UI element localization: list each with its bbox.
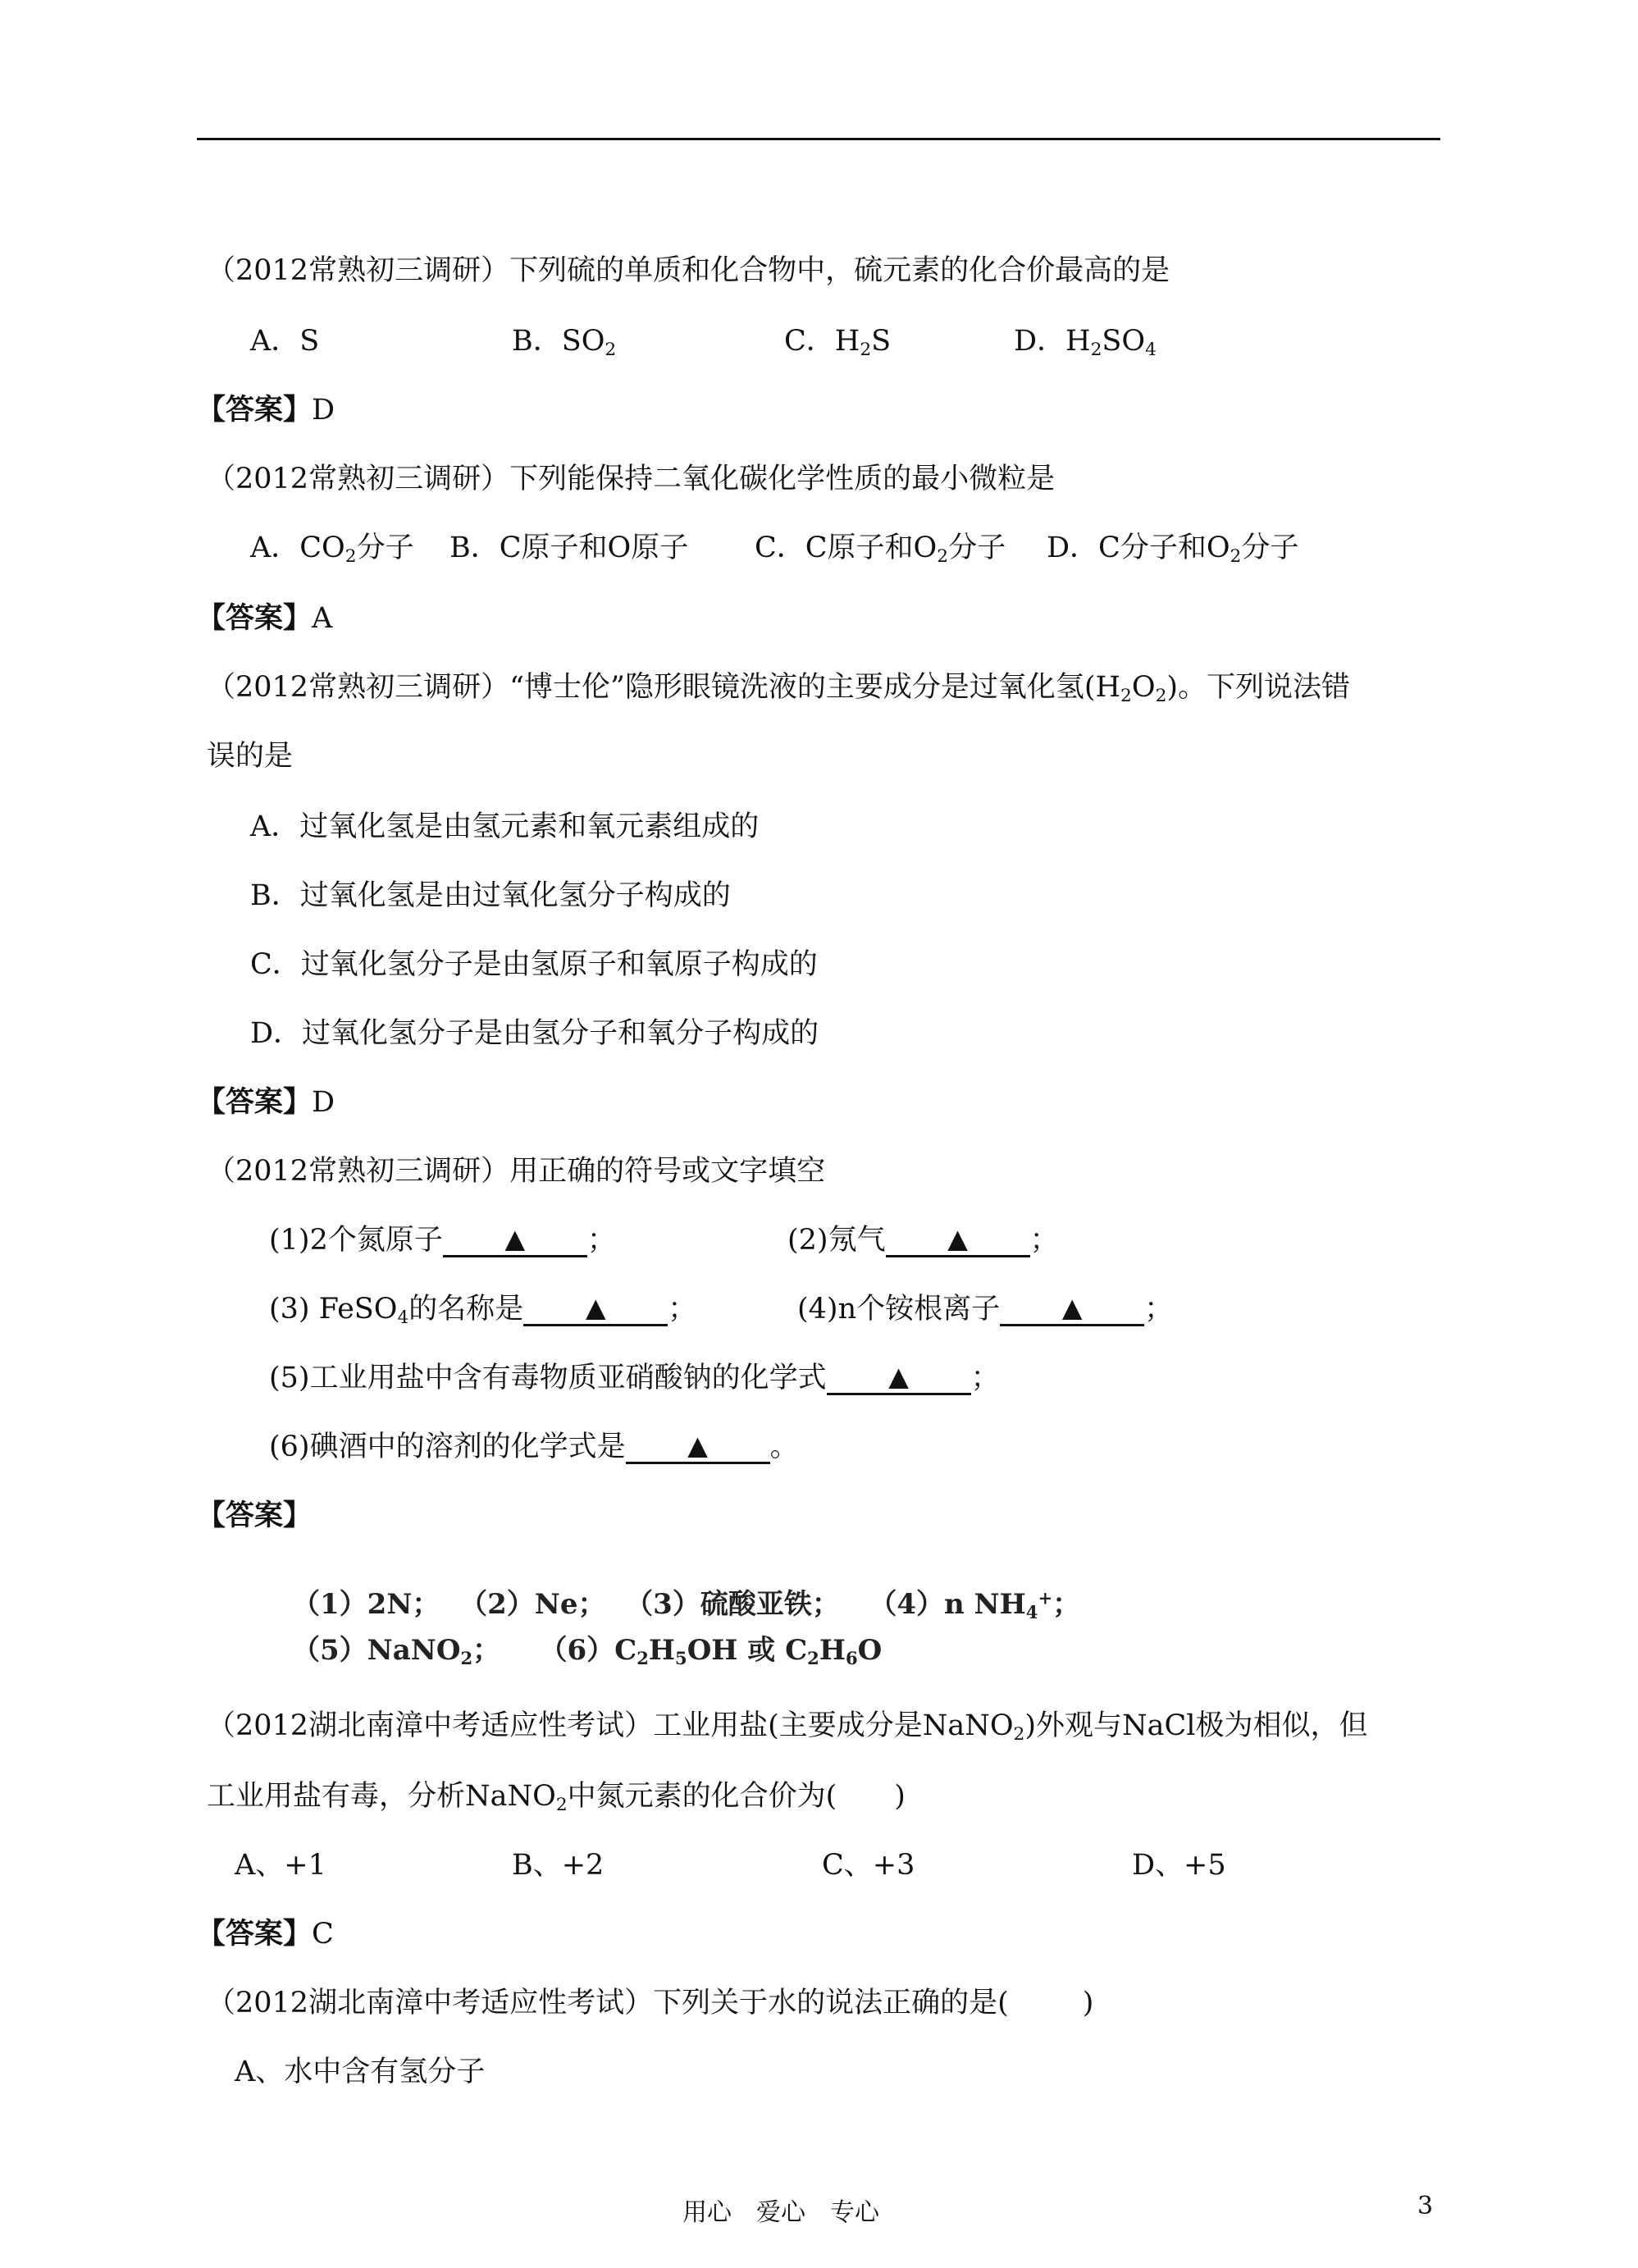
answer-blank: ▲: [886, 1222, 1030, 1257]
q5-option-c: C、+3: [822, 1849, 915, 1882]
answer-blank: ▲: [626, 1429, 770, 1464]
q1-option-a: A．S: [250, 325, 320, 358]
q2-option-a: A．$CO_2$分子: [250, 532, 414, 568]
answer-blank: ▲: [523, 1291, 668, 1326]
header-rule: [197, 138, 1440, 140]
q1-option-d: D．$H_2SO_4$: [1014, 325, 1157, 361]
q4-item-5: (5)工业用盐中含有毒物质亚硝酸钠的化学式 ▲ ；: [269, 1361, 1000, 1394]
q6-option-a: A、水中含有氢分子: [235, 2056, 486, 2088]
q5-answer: 【答案】C: [197, 1918, 334, 1951]
q4-item-2: (2)氖气 ▲ ；: [787, 1223, 1059, 1257]
q1-answer: 【答案】D: [197, 394, 335, 427]
q5-option-b: B、+2: [512, 1849, 605, 1882]
answer-blank: ▲: [443, 1222, 587, 1257]
q3-option-c: C．过氧化氢分子是由氢原子和氧原子构成的: [250, 948, 818, 981]
q3-answer: 【答案】D: [197, 1086, 335, 1119]
q4-answer-line2: （5）NaNO$_2$； $(6)C_2H_5OH$ 或 $C_2H_6O$: [292, 1634, 883, 1668]
q3-option-d: D．过氧化氢分子是由氢分子和氧分子构成的: [250, 1017, 819, 1050]
q4-item-6: (6)碘酒中的溶剂的化学式是 ▲ 。: [269, 1430, 799, 1463]
q5-stem-line1: （2012湖北南漳中考适应性考试）工业用盐(主要成分是NaNO$_2$)外观与NaCl极为相似，但: [207, 1709, 1368, 1745]
q4-answer-line1: （1）2N； （2）Ne； （3）硫酸亚铁； （4）n $NH_4^+$；: [292, 1587, 1081, 1622]
q1-option-b: B．$SO_2$: [512, 325, 617, 361]
q4-item-1: (1)2个氮原子 ▲ ；: [269, 1223, 616, 1257]
q2-option-c: C．C原子和$O_2$分子: [755, 532, 1006, 568]
q1-option-c: C．$H_2S$: [784, 325, 892, 361]
q5-option-d: D、+5: [1132, 1849, 1226, 1882]
answer-blank: ▲: [827, 1360, 971, 1395]
q3-option-b: B．过氧化氢是由过氧化氢分子构成的: [250, 879, 731, 912]
q4-item-4: (4)n个铵根离子 ▲ ；: [797, 1292, 1174, 1326]
q6-stem: （2012湖北南漳中考适应性考试）下列关于水的说法正确的是( ): [207, 1987, 1094, 2019]
q3-stem-line1: （2012常熟初三调研）“博士伦”隐形眼镜洗液的主要成分是过氧化氢$(H_2O_2)$。下列说法错: [207, 671, 1351, 707]
q3-stem-line2: 误的是: [207, 740, 294, 773]
q4-answer-label: 【答案】: [197, 1499, 313, 1532]
q2-option-d: D．C分子和$O_2$分子: [1047, 532, 1299, 568]
q1-stem: （2012常熟初三调研）下列硫的单质和化合物中，硫元素的化合价最高的是: [207, 254, 1170, 287]
q2-answer: 【答案】A: [197, 602, 333, 635]
q5-stem-line2: 工业用盐有毒，分析NaNO$_2$中氮元素的化合价为( ): [207, 1780, 906, 1816]
q5-option-a: A、+1: [235, 1849, 326, 1882]
footer-motto: 用心 爱心 专心: [682, 2198, 879, 2227]
q4-item-3: (3) FeSO$_4$的名称是 ▲ ；: [269, 1292, 697, 1329]
answer-blank: ▲: [1000, 1291, 1144, 1326]
q4-stem: （2012常熟初三调研）用正确的符号或文字填空: [207, 1155, 826, 1188]
q3-option-a: A．过氧化氢是由氢元素和氧元素组成的: [250, 810, 760, 843]
q2-stem: （2012常熟初三调研）下列能保持二氧化碳化学性质的最小微粒是: [207, 463, 1056, 495]
page-number: 3: [1417, 2192, 1434, 2220]
q2-option-b: B．C原子和O原子: [449, 532, 689, 564]
